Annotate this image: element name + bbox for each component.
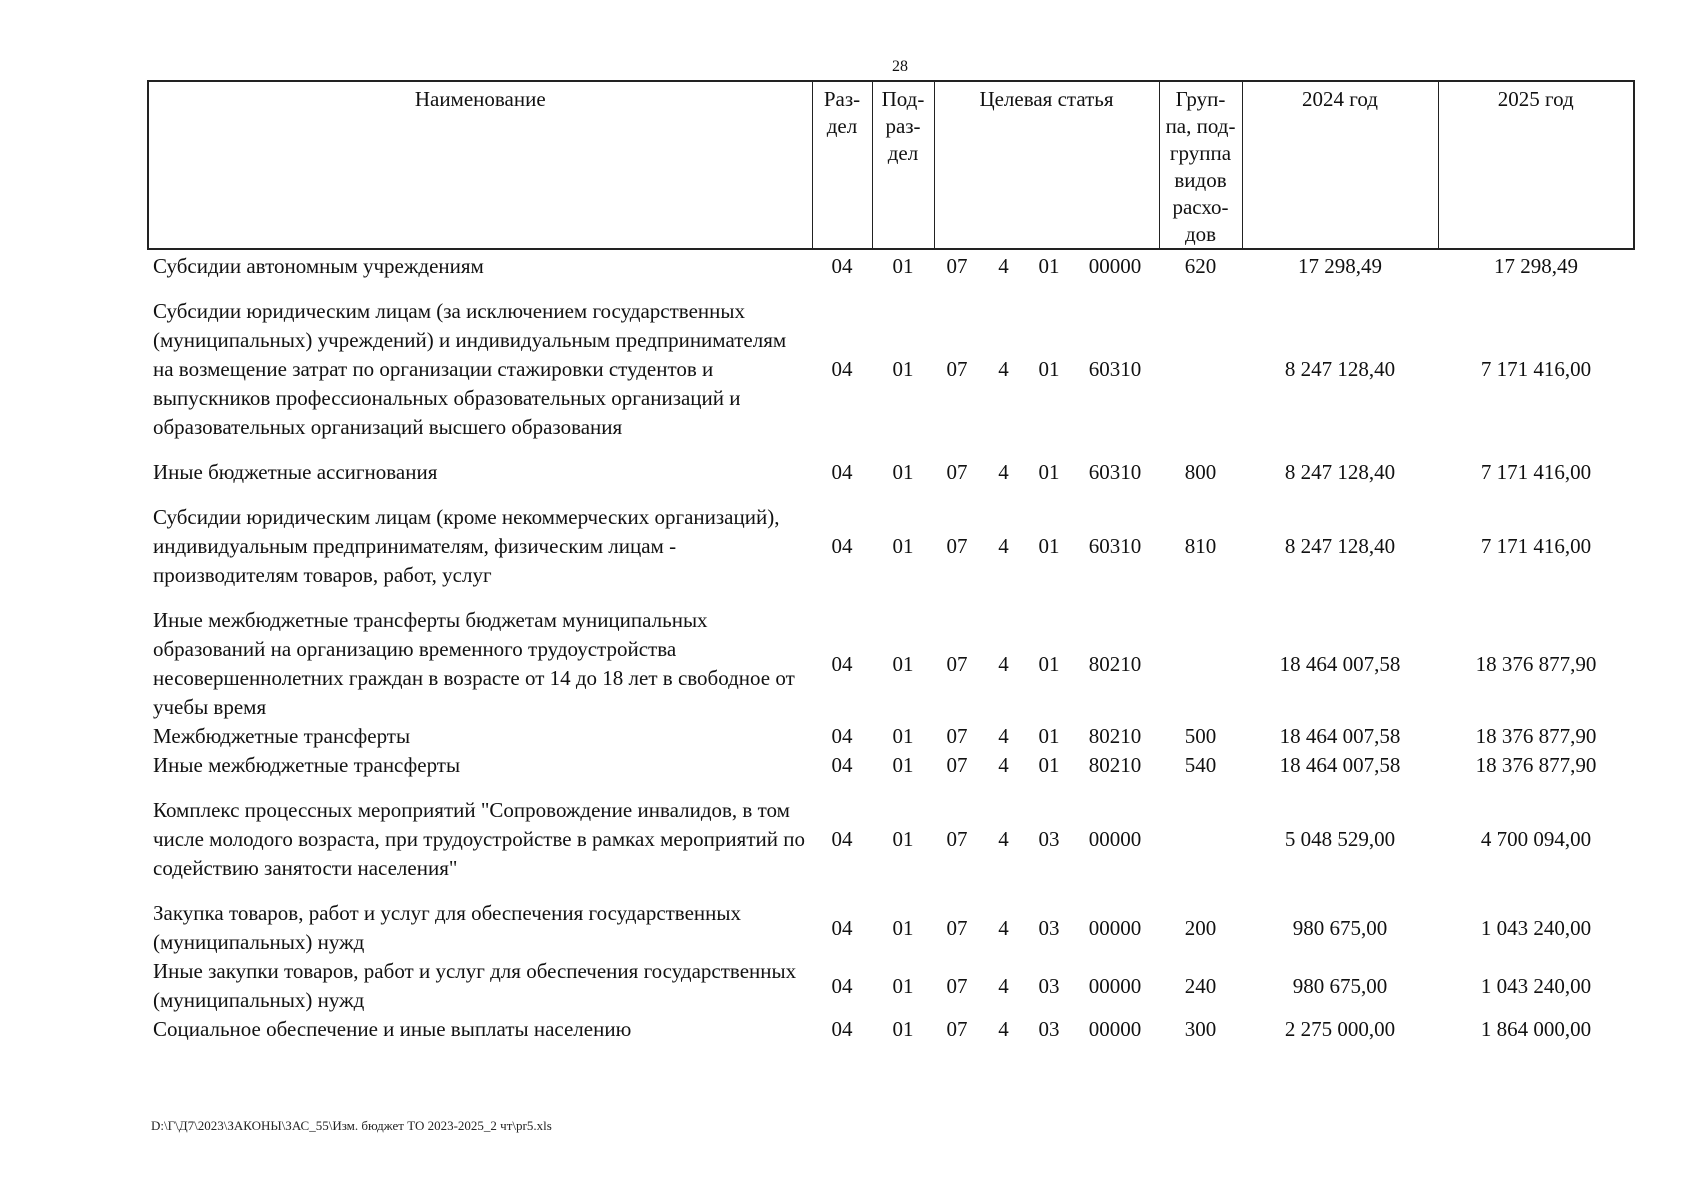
row-podrazdel: 01 (892, 534, 914, 558)
row-target-part2: 4 (998, 460, 1009, 484)
row-name: Социальное обеспечение и иные выплаты населению (153, 1017, 632, 1041)
row-target-part2: 4 (998, 753, 1009, 777)
row-target-part1: 07 (946, 915, 968, 940)
row-name: Межбюджетные трансферты (153, 724, 411, 748)
header-expense-group: Груп- па, под- группа видов расхо- дов (1159, 81, 1242, 249)
row-target-part1: 07 (946, 1017, 968, 1041)
row-amount-2025: 7 171 416,00 (1480, 357, 1592, 381)
row-target-part3: 01 (1038, 651, 1060, 676)
row-amount-2024: 18 464 007,58 (1279, 753, 1401, 777)
row-expense-group (1159, 796, 1242, 899)
header-target-article: Целевая статья (934, 81, 1159, 249)
row-amount-2024: 8 247 128,40 (1284, 460, 1396, 484)
row-razdel: 04 (831, 1017, 853, 1041)
row-name: Субсидии юридическим лицам (за исключением государственных (муниципальных) учреждений) и индивидуальным предпринимателям на возмещение затрат по организации стажировки студентов и выпускников профессиональных образовательных организаций и образовательных организаций высшего образования (153, 299, 787, 439)
row-expense-group: 500 (1184, 724, 1217, 748)
row-target-part2: 4 (998, 651, 1009, 676)
row-target-part1: 07 (946, 357, 968, 381)
table-row (148, 796, 1634, 899)
row-target-part3: 01 (1038, 460, 1060, 484)
row-target-part2: 4 (998, 534, 1009, 558)
row-name: Закупка товаров, работ и услуг для обеспечения государственных (муниципальных) нужд (153, 901, 742, 954)
row-name: Иные межбюджетные трансферты бюджетам муниципальных образований на организацию временного трудоустройства несовершеннолетних граждан в возрасте от 14 до 18 лет в свободное от учебы время (153, 608, 795, 719)
row-amount-2025: 18 376 877,90 (1475, 651, 1597, 676)
row-target-part4: 80210 (1088, 651, 1142, 676)
row-podrazdel: 01 (892, 651, 914, 676)
row-expense-group (1159, 297, 1242, 458)
row-target-part4: 00000 (1088, 915, 1142, 940)
row-expense-group: 620 (1184, 254, 1217, 278)
row-amount-2025: 7 171 416,00 (1480, 460, 1592, 484)
row-target-part3: 01 (1038, 724, 1060, 748)
row-expense-group: 240 (1184, 973, 1217, 998)
row-target-part2: 4 (998, 915, 1009, 940)
row-target-part3: 03 (1038, 915, 1060, 940)
row-podrazdel: 01 (892, 915, 914, 940)
row-name: Иные бюджетные ассигнования (153, 460, 438, 484)
row-amount-2025: 7 171 416,00 (1480, 534, 1592, 558)
row-target-part4: 60310 (1088, 460, 1142, 484)
row-amount-2025: 4 700 094,00 (1480, 827, 1592, 851)
table-row (148, 1015, 1634, 1044)
row-target-part4: 00000 (1088, 1017, 1142, 1041)
row-razdel: 04 (831, 724, 853, 748)
row-target-part3: 03 (1038, 827, 1060, 851)
table-row (148, 899, 1634, 957)
row-target-part1: 07 (946, 254, 968, 278)
row-name: Субсидии юридическим лицам (кроме некоммерческих организаций), индивидуальным предпринимателям, физическим лицам - производителям товаров, работ, услуг (153, 505, 780, 587)
row-podrazdel: 01 (892, 827, 914, 851)
page-number: 28 (892, 58, 908, 75)
row-razdel: 04 (831, 254, 853, 278)
row-target-part4: 00000 (1088, 827, 1142, 851)
row-target-part3: 01 (1038, 753, 1060, 777)
row-podrazdel: 01 (892, 254, 914, 278)
row-expense-group (1159, 606, 1242, 722)
row-target-part2: 4 (998, 973, 1009, 998)
row-target-part2: 4 (998, 357, 1009, 381)
row-target-part3: 01 (1038, 254, 1060, 278)
row-amount-2024: 5 048 529,00 (1284, 827, 1396, 851)
row-amount-2024: 2 275 000,00 (1284, 1017, 1396, 1041)
row-amount-2024: 980 675,00 (1292, 973, 1388, 998)
row-razdel: 04 (831, 357, 853, 381)
table-row (148, 751, 1634, 796)
row-podrazdel: 01 (892, 357, 914, 381)
row-podrazdel: 01 (892, 753, 914, 777)
table-row (148, 606, 1634, 722)
row-target-part4: 80210 (1088, 724, 1142, 748)
row-target-part4: 60310 (1088, 357, 1142, 381)
row-target-part1: 07 (946, 973, 968, 998)
row-target-part4: 00000 (1088, 254, 1142, 278)
row-amount-2025: 18 376 877,90 (1475, 724, 1597, 748)
row-target-part3: 01 (1038, 534, 1060, 558)
row-razdel: 04 (831, 827, 853, 851)
row-podrazdel: 01 (892, 973, 914, 998)
table-row (148, 503, 1634, 606)
row-target-part4: 80210 (1088, 753, 1142, 777)
row-target-part1: 07 (946, 827, 968, 851)
table-row (148, 458, 1634, 503)
row-razdel: 04 (831, 753, 853, 777)
row-target-part1: 07 (946, 724, 968, 748)
footer-file-path: D:\Г\Д7\2023\ЗАКОНЫ\ЗАС_55\Изм. бюджет ТО 2023-2025_2 чт\pr5.xls (151, 1118, 552, 1133)
row-target-part2: 4 (998, 724, 1009, 748)
row-name: Комплекс процессных мероприятий "Сопровождение инвалидов, в том числе молодого возраста, при трудоустройстве в рамках мероприятий по содействию занятости населения" (153, 798, 805, 880)
row-amount-2024: 980 675,00 (1292, 915, 1388, 940)
table-row (148, 722, 1634, 751)
row-amount-2025: 1 864 000,00 (1480, 1017, 1592, 1041)
row-name: Иные межбюджетные трансферты (153, 753, 461, 777)
table-header-row (148, 81, 1634, 249)
row-razdel: 04 (831, 973, 853, 998)
row-amount-2025: 1 043 240,00 (1480, 973, 1592, 998)
header-2025: 2025 год (1438, 81, 1634, 249)
row-podrazdel: 01 (892, 1017, 914, 1041)
table-row (148, 297, 1634, 458)
table-row (148, 957, 1634, 1015)
row-target-part2: 4 (998, 1017, 1009, 1041)
row-razdel: 04 (831, 460, 853, 484)
row-expense-group: 200 (1184, 915, 1217, 940)
table-row (148, 249, 1634, 297)
row-expense-group: 810 (1184, 534, 1217, 558)
row-target-part2: 4 (998, 827, 1009, 851)
table-body (148, 249, 1634, 1044)
row-amount-2024: 18 464 007,58 (1279, 651, 1401, 676)
row-target-part1: 07 (946, 651, 968, 676)
row-target-part3: 03 (1038, 1017, 1060, 1041)
row-amount-2024: 18 464 007,58 (1279, 724, 1401, 748)
row-podrazdel: 01 (892, 724, 914, 748)
row-razdel: 04 (831, 915, 853, 940)
header-podrazdel: Под- раз- дел (872, 81, 934, 249)
row-target-part1: 07 (946, 753, 968, 777)
header-name: Наименование (148, 81, 812, 249)
row-amount-2025: 17 298,49 (1494, 254, 1578, 278)
row-amount-2024: 8 247 128,40 (1284, 357, 1396, 381)
row-target-part1: 07 (946, 460, 968, 484)
row-amount-2024: 17 298,49 (1298, 254, 1382, 278)
row-razdel: 04 (831, 651, 853, 676)
row-name: Иные закупки товаров, работ и услуг для обеспечения государственных (муниципальных) нужд (153, 959, 797, 1012)
row-target-part3: 01 (1038, 357, 1060, 381)
header-2024: 2024 год (1242, 81, 1438, 249)
row-target-part2: 4 (998, 254, 1009, 278)
row-amount-2025: 1 043 240,00 (1480, 915, 1592, 940)
header-razdel: Раз- дел (812, 81, 872, 249)
row-expense-group: 540 (1184, 753, 1217, 777)
row-expense-group: 800 (1184, 460, 1217, 484)
row-target-part1: 07 (946, 534, 968, 558)
row-name: Субсидии автономным учреждениям (153, 254, 484, 278)
row-target-part4: 60310 (1088, 534, 1142, 558)
row-target-part4: 00000 (1088, 973, 1142, 998)
row-target-part3: 03 (1038, 973, 1060, 998)
row-podrazdel: 01 (892, 460, 914, 484)
row-expense-group: 300 (1184, 1017, 1217, 1041)
row-amount-2024: 8 247 128,40 (1284, 534, 1396, 558)
row-razdel: 04 (831, 534, 853, 558)
budget-table (147, 80, 1635, 1044)
row-amount-2025: 18 376 877,90 (1475, 753, 1597, 777)
